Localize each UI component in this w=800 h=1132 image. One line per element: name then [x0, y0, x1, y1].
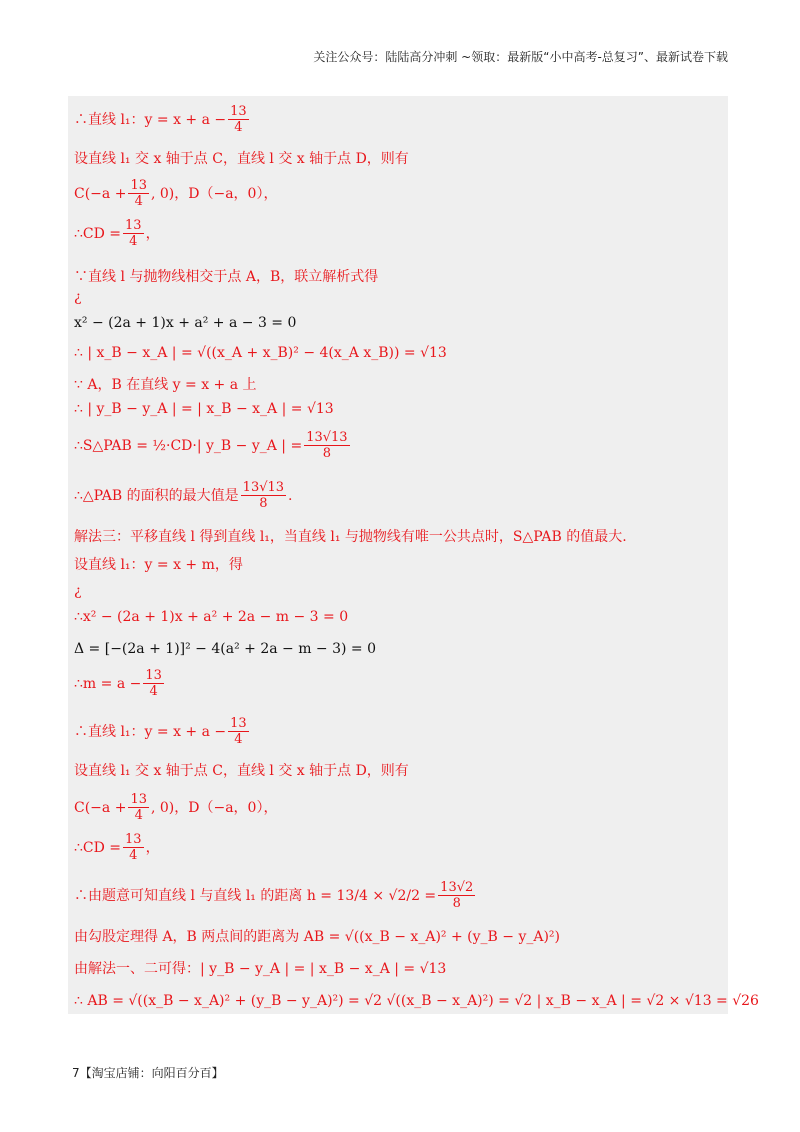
- fraction-denominator: 4: [234, 120, 243, 135]
- fraction: [438, 880, 475, 911]
- line-suffix: ，: [145, 839, 160, 856]
- line-text: ∵直线 l 与抛物线相交于点 A，B，联立解析式得: [74, 269, 379, 285]
- fraction: [123, 832, 144, 863]
- fraction: [128, 178, 149, 209]
- fraction-numerator: 13√2: [440, 880, 474, 895]
- fraction-numerator: 13: [125, 218, 142, 233]
- fraction-numerator: 13: [125, 832, 142, 847]
- solution-line: [74, 640, 376, 658]
- solution-line: [74, 992, 759, 1010]
- fraction-denominator: 4: [234, 732, 243, 747]
- fraction: [228, 716, 249, 747]
- solution-line: [74, 880, 477, 911]
- line-suffix: .: [288, 487, 293, 504]
- fraction-numerator: 13: [130, 178, 147, 193]
- line-prefix: ∴m = a −: [74, 675, 142, 692]
- line-prefix: ∴直线 l₁：y = x + a −: [74, 723, 227, 740]
- solution-line: [74, 716, 251, 747]
- solution-line: [74, 480, 293, 511]
- line-prefix: ∴CD =: [74, 225, 122, 242]
- fraction-numerator: 13√13: [242, 480, 285, 495]
- line-suffix: , 0)，D（−a，0），: [150, 185, 278, 202]
- fraction-denominator: 4: [129, 234, 138, 249]
- line-text: 设直线 l₁ 交 x 轴于点 C，直线 l 交 x 轴于点 D，则有: [74, 151, 409, 167]
- solution-line: [74, 960, 446, 978]
- line-text: ∴ AB = √((x_B − x_A)² + (y_B − y_A)²) = √2 √((x_B − x_A)²) = √2 | x_B − x_A | = √2 × √13 = √26: [74, 993, 759, 1009]
- line-text: ∴x² − (2a + 1)x + a² + 2a − m − 3 = 0: [74, 609, 349, 625]
- fraction: [304, 430, 349, 461]
- fraction-denominator: 4: [129, 848, 138, 863]
- fraction-denominator: 8: [322, 446, 332, 461]
- solution-line: [74, 288, 82, 306]
- fraction-denominator: 8: [259, 496, 268, 511]
- solution-line: [74, 928, 560, 946]
- line-suffix: ，: [145, 225, 160, 242]
- solution-line: [74, 668, 166, 699]
- fraction-numerator: 13: [230, 716, 247, 731]
- solution-line: [74, 832, 160, 863]
- solution-line: [74, 528, 627, 546]
- line-text: ∵ A，B 在直线 y = x + a 上: [74, 377, 257, 393]
- solution-line: [74, 556, 243, 574]
- line-text: ∴ | x_B − x_A | = √((x_A + x_B)² − 4(x_A x_B)) = √13: [74, 345, 447, 361]
- solution-line: [74, 582, 82, 600]
- fraction: [241, 480, 286, 511]
- line-text: 由勾股定理得 A，B 两点间的距离为 AB = √((x_B − x_A)² + (y_B − y_A)²): [74, 929, 560, 945]
- fraction-numerator: 13: [230, 104, 247, 119]
- solution-line: [74, 268, 378, 286]
- line-prefix: ∴直线 l₁：y = x + a −: [74, 111, 227, 128]
- line-prefix: C(−a +: [74, 799, 127, 816]
- line-prefix: ∴由题意可知直线 l 与直线 l₁ 的距离 h = 13/4 × √2/2 =: [74, 887, 437, 904]
- solution-panel: [68, 96, 728, 1014]
- fraction-numerator: 13: [145, 668, 162, 683]
- line-text: 设直线 l₁：y = x + m，得: [74, 557, 243, 573]
- line-text: ∴ | y_B − y_A | = | x_B − x_A | = √13: [74, 401, 334, 417]
- line-prefix: ∴CD =: [74, 839, 122, 856]
- line-text: ¿: [74, 583, 82, 599]
- solution-line: [74, 178, 277, 209]
- line-prefix: C(−a +: [74, 185, 127, 202]
- solution-line: [74, 344, 447, 362]
- fraction-numerator: 13√13: [306, 430, 348, 445]
- line-text: ¿: [74, 289, 82, 305]
- line-text: Δ = [−(2a + 1)]² − 4(a² + 2a − m − 3) = 0: [74, 641, 377, 657]
- fraction: [123, 218, 144, 249]
- fraction-denominator: 4: [134, 194, 143, 209]
- solution-line: [74, 150, 409, 168]
- line-prefix: ∴S△PAB = ½·CD·| y_B − y_A | =: [74, 437, 303, 454]
- line-prefix: ∴△PAB 的面积的最大值是: [74, 487, 239, 504]
- fraction-denominator: 4: [149, 684, 158, 699]
- fraction-denominator: 4: [134, 808, 143, 823]
- fraction: [228, 104, 249, 135]
- fraction: [128, 792, 149, 823]
- line-suffix: , 0)，D（−a，0），: [150, 799, 278, 816]
- line-text: 由解法一、二可得：| y_B − y_A | = | x_B − x_A | = √13: [74, 961, 447, 977]
- line-text: 解法三：平移直线 l 得到直线 l₁，当直线 l₁ 与抛物线有唯一公共点时，S△PAB 的值最大.: [74, 529, 627, 545]
- solution-line: [74, 608, 348, 626]
- solution-line: [74, 376, 257, 394]
- solution-line: [74, 792, 277, 823]
- line-text: 设直线 l₁ 交 x 轴于点 C，直线 l 交 x 轴于点 D，则有: [74, 763, 409, 779]
- page-header: 关注公众号：陆陆高分冲刺 ~领取：最新版“小中高考-总复习”、最新试卷下载: [313, 50, 728, 64]
- fraction: [143, 668, 164, 699]
- line-text: x² − (2a + 1)x + a² + a − 3 = 0: [74, 315, 297, 331]
- solution-line: [74, 314, 296, 332]
- fraction-numerator: 13: [130, 792, 147, 807]
- solution-line: [74, 762, 409, 780]
- solution-line: [74, 430, 352, 461]
- fraction-denominator: 8: [452, 896, 461, 911]
- solution-line: [74, 218, 160, 249]
- page-footer: 7【淘宝店铺：向阳百分百】: [72, 1066, 224, 1080]
- solution-line: [74, 104, 251, 135]
- solution-line: [74, 400, 334, 418]
